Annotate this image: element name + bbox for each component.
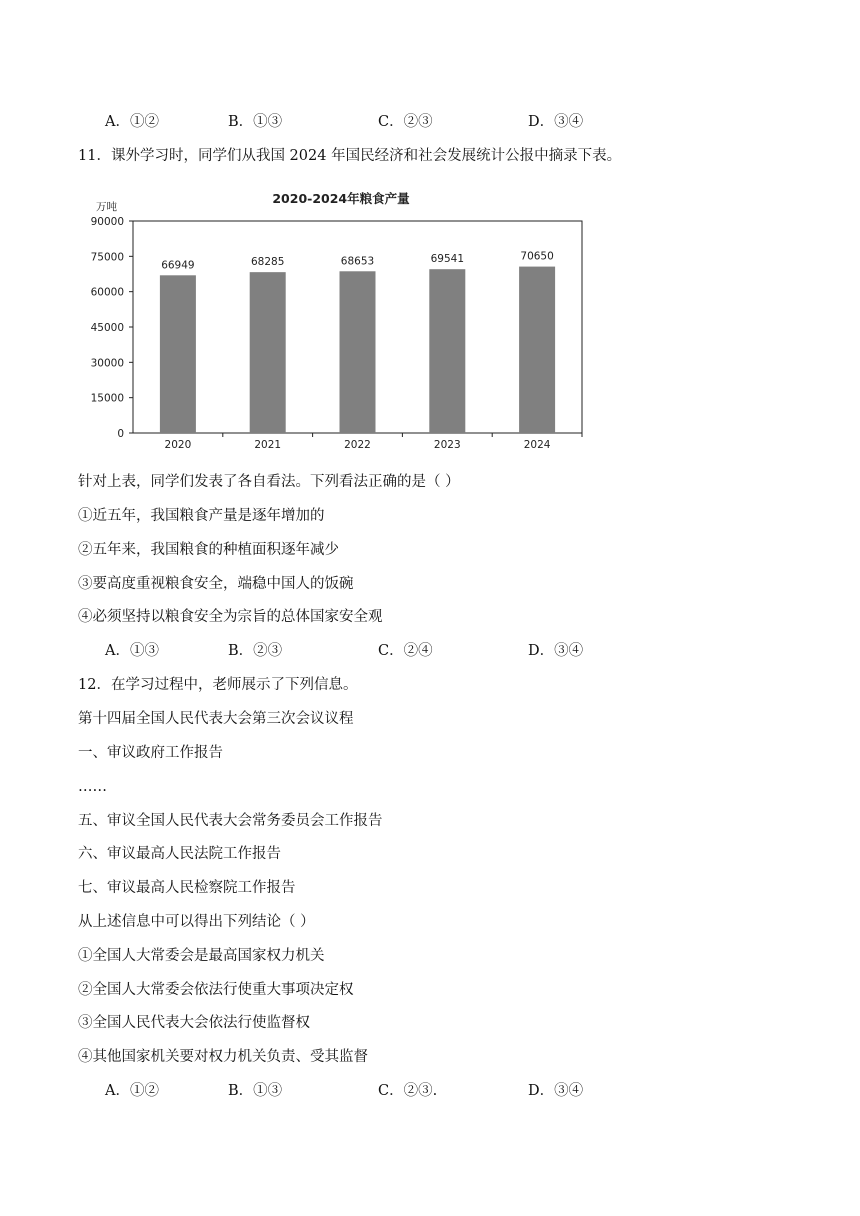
bar-2024 (519, 267, 555, 433)
q11-option-d: D．③④ (528, 643, 584, 659)
q11-option-b: B．②③ (228, 643, 283, 659)
grain-output-chart (88, 188, 588, 458)
q12-question: 从上述信息中可以得出下列结论（ ） (78, 914, 315, 930)
q12-option-d: D．③④ (528, 1083, 584, 1099)
q11-options (0, 641, 860, 661)
q12-statement-1: ①全国人大常委会是最高国家权力机关 (78, 948, 325, 964)
data-label-2023: 69541 (430, 253, 465, 266)
chart-svg (88, 188, 588, 458)
q10-option-d: D．③④ (528, 114, 584, 130)
data-label-2022: 68653 (340, 255, 375, 268)
q10-option-a: A．①② (105, 114, 159, 130)
y-tick-label: 45000 (90, 322, 124, 334)
q12-options (0, 1081, 860, 1101)
bar-2023 (429, 269, 465, 433)
q11-question: 针对上表，同学们发表了各自看法。下列看法正确的是（ ） (78, 474, 460, 490)
q12-option-a: A．①② (105, 1083, 159, 1099)
q12-info-item-6: 六、审议最高人民法院工作报告 (78, 846, 281, 862)
y-tick-label: 90000 (90, 216, 124, 228)
chart-title: 2020-2024年粮食产量 (272, 191, 410, 206)
q11-option-a: A．①③ (105, 643, 159, 659)
y-tick-label: 75000 (90, 251, 124, 264)
q12-option-c: C．②③. (378, 1083, 438, 1099)
q12-statement-4: ④其他国家机关要对权力机关负责、受其监督 (78, 1049, 368, 1065)
q11-statement-1: ①近五年，我国粮食产量是逐年增加的 (78, 508, 325, 524)
y-tick-label: 30000 (90, 357, 124, 370)
q11-statement-2: ②五年来，我国粮食的种植面积逐年减少 (78, 542, 339, 558)
y-tick-label: 60000 (90, 286, 124, 299)
q11-option-c: C．②④ (378, 643, 433, 659)
y-axis-unit: 万吨 (96, 201, 117, 213)
x-tick-label-2021: 2021 (254, 439, 282, 451)
q12-stem: 12．在学习过程中，老师展示了下列信息。 (78, 677, 358, 693)
q10-option-b: B．①③ (228, 114, 283, 130)
q12-statement-3: ③全国人民代表大会依法行使监督权 (78, 1015, 310, 1031)
data-label-2024: 70650 (520, 250, 554, 263)
x-tick-label-2020: 2020 (164, 439, 192, 451)
q12-info-ellipsis: …… (78, 779, 107, 795)
bar-2022 (340, 271, 376, 433)
q11-statement-3: ③要高度重视粮食安全，端稳中国人的饭碗 (78, 576, 354, 592)
q12-info-item-5: 五、审议全国人民代表大会常务委员会工作报告 (78, 813, 383, 829)
x-tick-label-2023: 2023 (433, 439, 461, 451)
q12-statement-2: ②全国人大常委会依法行使重大事项决定权 (78, 982, 354, 998)
q12-option-b: B．①③ (228, 1083, 283, 1099)
q11-stem: 11．课外学习时，同学们从我国 2024 年国民经济和社会发展统计公报中摘录下表。 (78, 148, 622, 164)
x-tick-label-2022: 2022 (344, 439, 371, 451)
y-tick-label: 15000 (90, 392, 124, 405)
q12-info-item-1: 一、审议政府工作报告 (78, 745, 223, 761)
q12-info-title: 第十四届全国人民代表大会第三次会议议程 (78, 711, 354, 727)
q12-info-item-7: 七、审议最高人民检察院工作报告 (78, 880, 296, 896)
data-label-2021: 68285 (250, 256, 285, 269)
bar-2021 (250, 272, 286, 433)
y-tick-label: 0 (117, 428, 124, 440)
q11-statement-4: ④必须坚持以粮食安全为宗旨的总体国家安全观 (78, 609, 383, 625)
q10-option-c: C．②③ (378, 114, 433, 130)
data-label-2020: 66949 (161, 259, 195, 272)
q10-options (0, 112, 860, 132)
x-tick-label-2024: 2024 (523, 439, 551, 451)
bar-2020 (160, 275, 196, 433)
